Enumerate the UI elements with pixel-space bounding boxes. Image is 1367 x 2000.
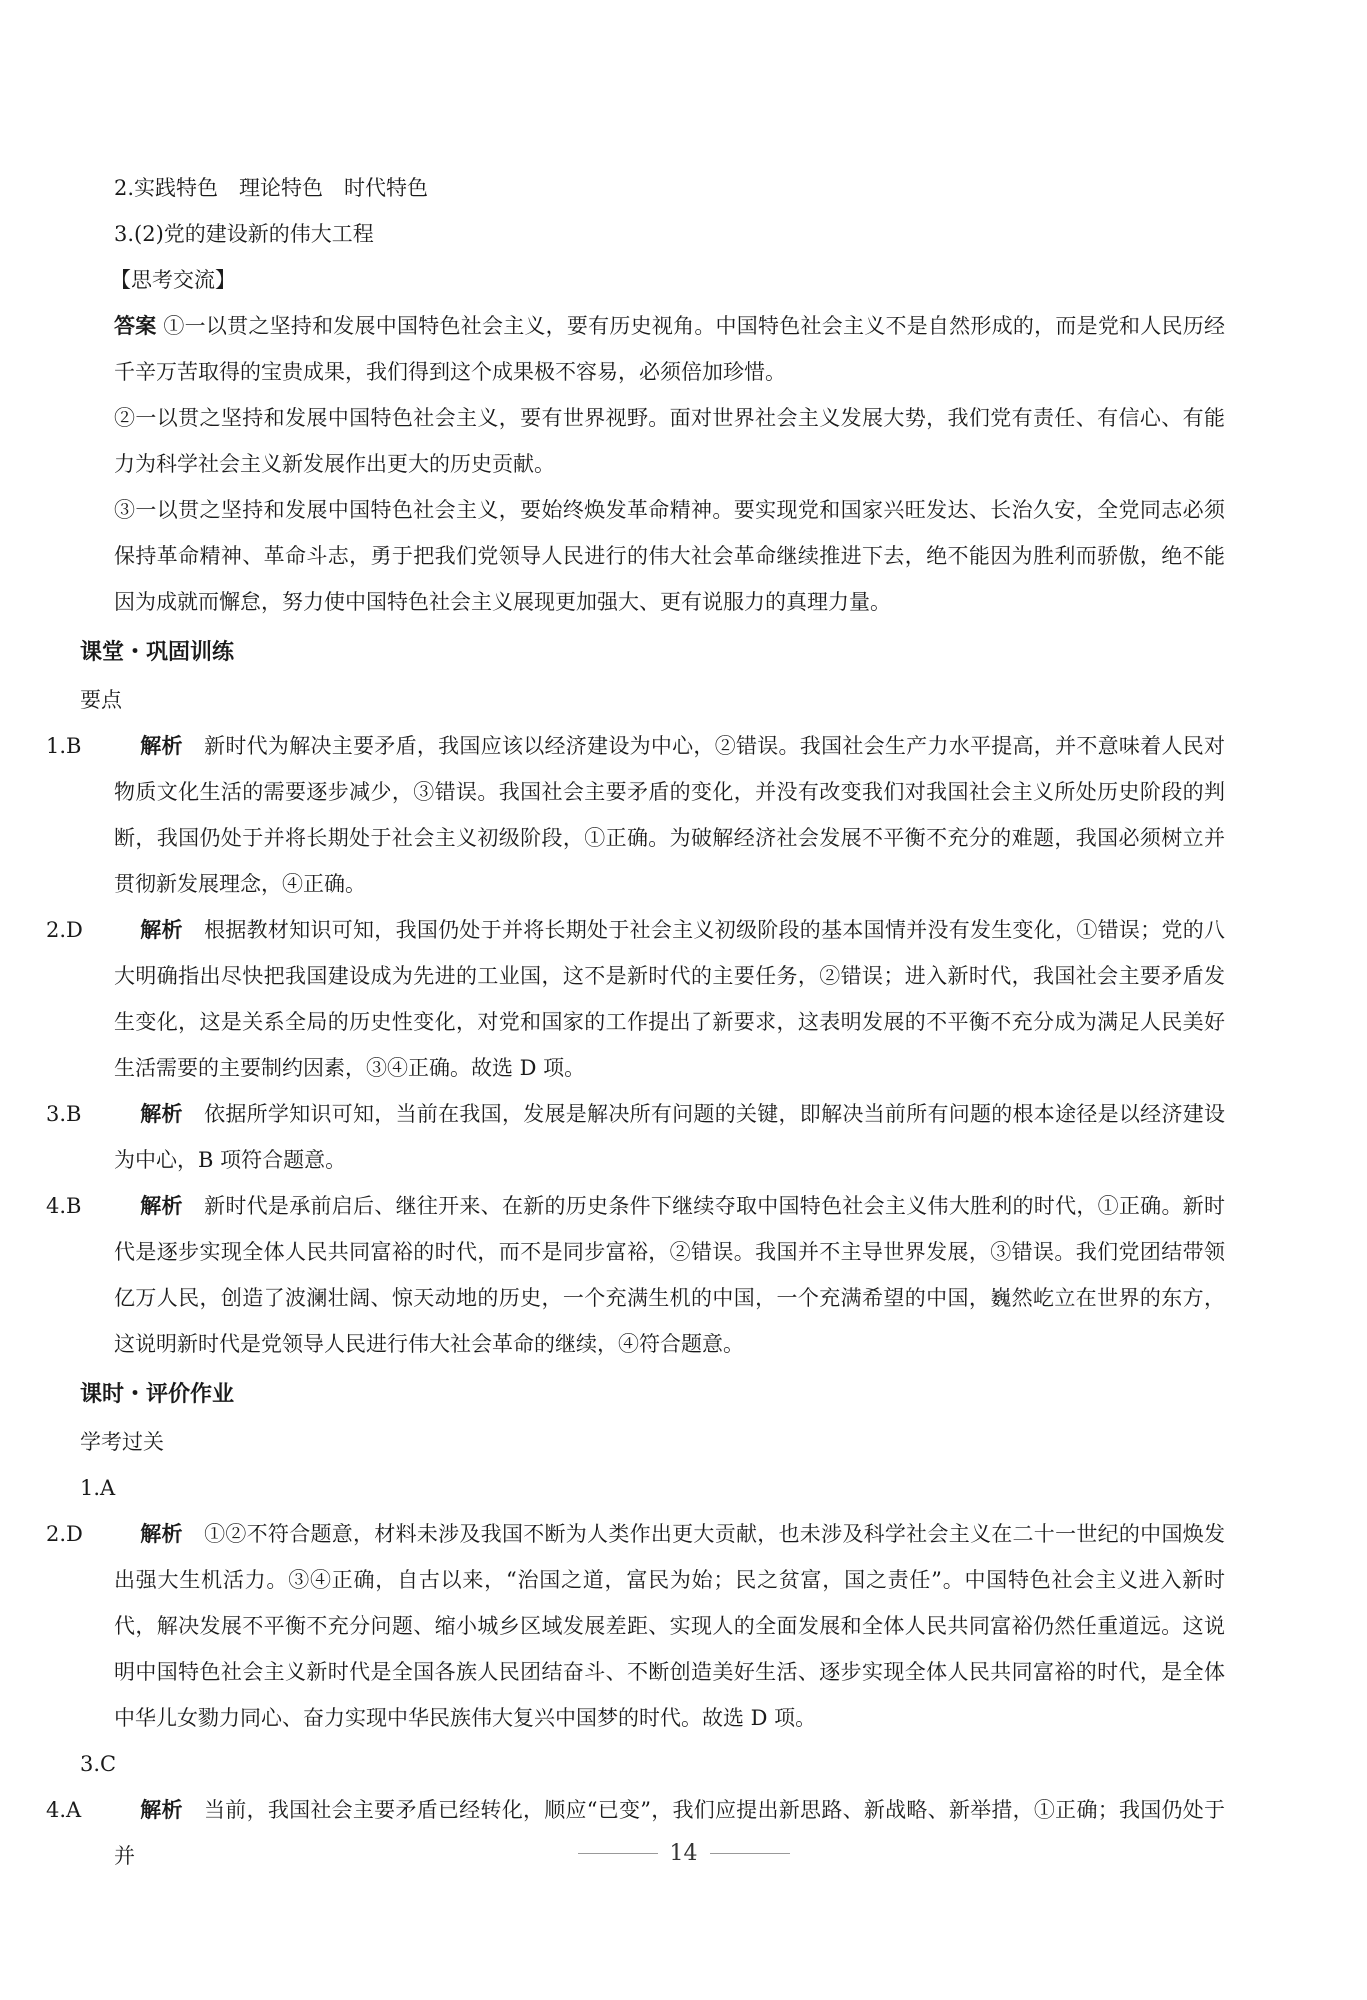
subsection-key-points: 要点 bbox=[80, 688, 122, 712]
section-title-classroom: 课堂・巩固训练 bbox=[80, 640, 235, 665]
exercise-item-2 bbox=[46, 907, 1226, 1091]
page-content bbox=[46, 165, 1226, 1879]
analysis-label: 解析 bbox=[140, 1798, 183, 1822]
answer-line-2: 2.实践特色 理论特色 时代特色 bbox=[114, 176, 429, 200]
analysis-text: 根据教材知识可知，我国仍处于并将长期处于社会主义初级阶段的基本国情并没有发生变化，①错误；党的八大明确指出尽快把我国建设成为先进的工业国，这不是新时代的主要任务，②错误；进入新时代，我国社会主要矛盾发生变化，这是关系全局的历史性变化，对党和国家的工作提出了新要求，这表明发展的不平衡不充分成为满足人民美好生活需要的主要制约因素，③④正确。故选 D 项。 bbox=[114, 918, 1226, 1080]
answer-text-1: ①一以贯之坚持和发展中国特色社会主义，要有历史视角。中国特色社会主义不是自然形成的，而是党和人民历经千辛万苦取得的宝贵成果，我们得到这个成果极不容易，必须倍加珍惜。 bbox=[114, 314, 1226, 384]
footer-rule-right bbox=[710, 1853, 790, 1854]
homework-item-2 bbox=[46, 1511, 1226, 1741]
item-number: 3.B bbox=[46, 1102, 82, 1126]
analysis-text: 新时代是承前启后、继往开来、在新的历史条件下继续夺取中国特色社会主义伟大胜利的时代，①正确。新时代是逐步实现全体人民共同富裕的时代，而不是同步富裕，②错误。我国并不主导世界发展，③错误。我们党团结带领亿万人民，创造了波澜壮阔、惊天动地的历史，一个充满生机的中国，一个充满希望的中国，巍然屹立在世界的东方，这说明新时代是党领导人民进行伟大社会革命的继续，④符合题意。 bbox=[114, 1194, 1226, 1356]
item-number: 2.D bbox=[46, 1522, 83, 1546]
homework-answer-1: 1.A bbox=[80, 1476, 116, 1500]
analysis-label: 解析 bbox=[140, 1522, 183, 1546]
answer-paragraph-3: ③一以贯之坚持和发展中国特色社会主义，要始终焕发革命精神。要实现党和国家兴旺发达、长治久安，全党同志必须保持革命精神、革命斗志，勇于把我们党领导人民进行的伟大社会革命继续推进下去，绝不能因为胜利而骄傲，绝不能因为成就而懈怠，努力使中国特色社会主义展现更加强大、更有说服力的真理力量。 bbox=[114, 498, 1225, 614]
item-number: 4.B bbox=[46, 1194, 82, 1218]
answer-paragraph-2: ②一以贯之坚持和发展中国特色社会主义，要有世界视野。面对世界社会主义发展大势，我们党有责任、有信心、有能力为科学社会主义新发展作出更大的历史贡献。 bbox=[114, 406, 1225, 476]
answer-label: 答案 bbox=[114, 314, 157, 338]
think-exchange-heading: 【思考交流】 bbox=[110, 268, 236, 292]
footer-rule-left bbox=[578, 1853, 658, 1854]
analysis-text: 新时代为解决主要矛盾，我国应该以经济建设为中心，②错误。我国社会生产力水平提高，并不意味着人民对物质文化生活的需要逐步减少，③错误。我国社会主要矛盾的变化，并没有改变我们对我国社会主义所处历史阶段的判断，我国仍处于并将长期处于社会主义初级阶段，①正确。为破解经济社会发展不平衡不充分的难题，我国必须树立并贯彻新发展理念，④正确。 bbox=[114, 734, 1226, 896]
subsection-exam-pass: 学考过关 bbox=[80, 1430, 164, 1454]
exercise-item-3 bbox=[46, 1091, 1226, 1183]
section-title-homework: 课时・评价作业 bbox=[80, 1382, 235, 1407]
page-number: 14 bbox=[669, 1840, 698, 1866]
item-number: 1.B bbox=[46, 734, 82, 758]
exercise-item-1 bbox=[46, 723, 1226, 907]
item-number: 4.A bbox=[46, 1798, 82, 1822]
answer-paragraph-1 bbox=[80, 303, 1225, 395]
page-footer bbox=[0, 1838, 1367, 1868]
item-number: 2.D bbox=[46, 918, 83, 942]
answer-line-3: 3.(2)党的建设新的伟大工程 bbox=[114, 222, 374, 246]
analysis-label: 解析 bbox=[140, 1194, 183, 1218]
analysis-text: 当前，我国社会主要矛盾已经转化，顺应“已变”，我们应提出新思路、新战略、新举措，①正确；我国仍处于并 bbox=[114, 1798, 1226, 1868]
homework-answer-3: 3.C bbox=[80, 1752, 117, 1776]
analysis-text: 依据所学知识可知，当前在我国，发展是解决所有问题的关键，即解决当前所有问题的根本途径是以经济建设为中心，B 项符合题意。 bbox=[114, 1102, 1226, 1172]
analysis-label: 解析 bbox=[140, 1102, 183, 1126]
analysis-text: ①②不符合题意，材料未涉及我国不断为人类作出更大贡献，也未涉及科学社会主义在二十一世纪的中国焕发出强大生机活力。③④正确，自古以来，“治国之道，富民为始；民之贫富，国之责任”。中国特色社会主义进入新时代，解决发展不平衡不充分问题、缩小城乡区域发展差距、实现人的全面发展和全体人民共同富裕仍然任重道远。这说明中国特色社会主义新时代是全国各族人民团结奋斗、不断创造美好生活、逐步实现全体人民共同富裕的时代，是全体中华儿女勠力同心、奋力实现中华民族伟大复兴中国梦的时代。故选 D 项。 bbox=[114, 1522, 1226, 1730]
exercise-item-4 bbox=[46, 1183, 1226, 1367]
analysis-label: 解析 bbox=[140, 734, 183, 758]
analysis-label: 解析 bbox=[140, 918, 183, 942]
